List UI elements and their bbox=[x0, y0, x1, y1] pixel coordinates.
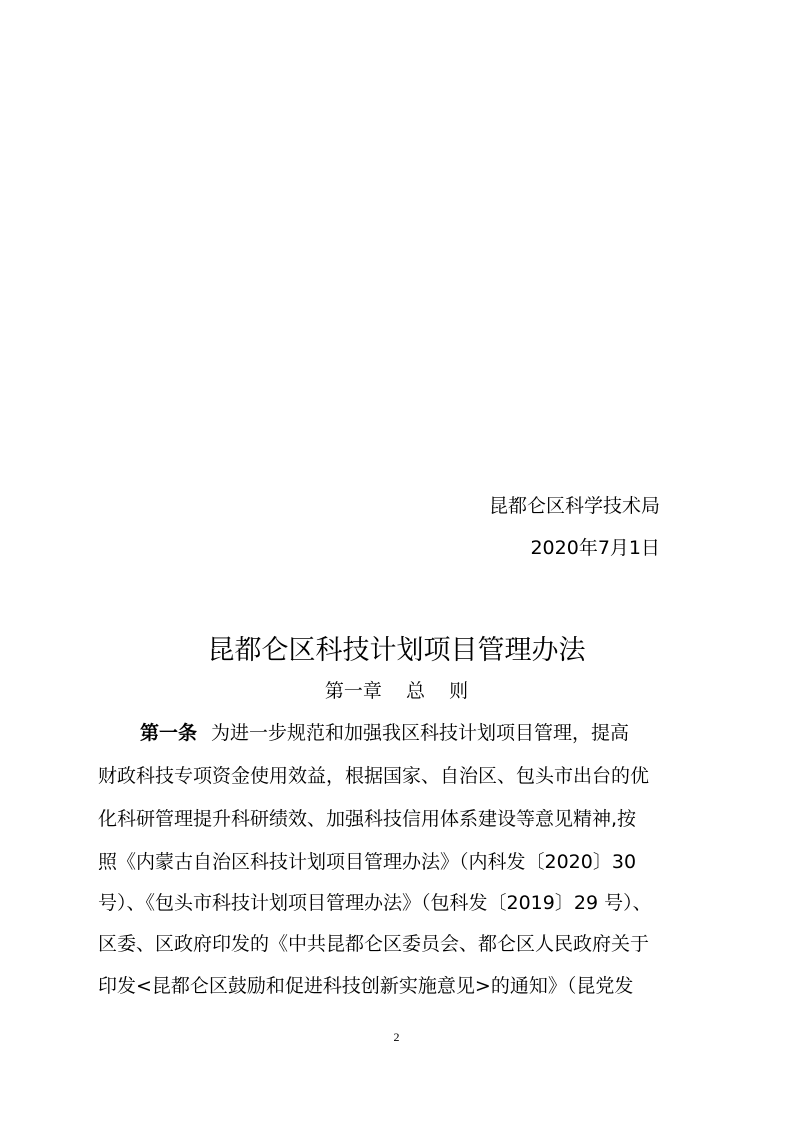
document-title: 昆都仑区科技计划项目管理办法 bbox=[207, 635, 586, 666]
signature-date: 2020年7月1日 bbox=[530, 537, 660, 559]
page-number: 2 bbox=[393, 1030, 400, 1044]
chapter-heading: 第一章 总 则 bbox=[324, 680, 469, 702]
signature-organization: 昆都仑区科学技术局 bbox=[488, 495, 660, 517]
body-line-text: 为进一步规范和加强我区科技计划项目管理，提高 bbox=[211, 722, 630, 744]
body-line bbox=[140, 721, 629, 745]
body-line: 号）、《包头市科技计划项目管理办法》（包科发〔2019〕29 号）、 bbox=[98, 892, 652, 914]
body-line: 区委、区政府印发的《中共昆都仑区委员会、都仑区人民政府关于 bbox=[98, 933, 650, 955]
article-label: 第一条 bbox=[140, 722, 198, 744]
body-line: 照《内蒙古自治区科技计划项目管理办法》（内科发〔2020〕30 bbox=[98, 851, 637, 873]
body-line: 财政科技专项资金使用效益，根据国家、自治区、包头市出台的优 bbox=[98, 765, 650, 787]
body-line: 化科研管理提升科研绩效、加强科技信用体系建设等意见精神,按 bbox=[98, 808, 637, 830]
body-line: 印发<昆都仑区鼓励和促进科技创新实施意见>的通知》（昆党发 bbox=[98, 975, 634, 997]
